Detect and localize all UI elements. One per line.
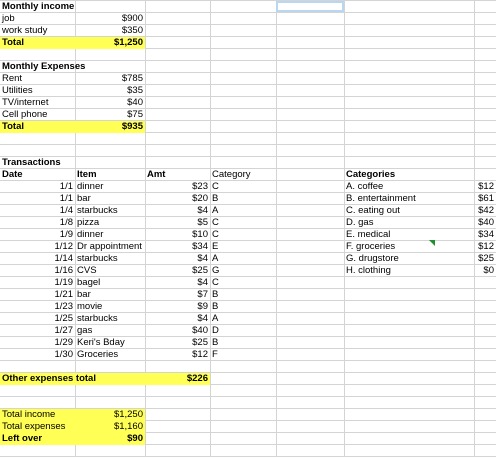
transaction-amount[interactable]: $20 bbox=[192, 193, 208, 204]
category-amount[interactable]: $34 bbox=[478, 229, 494, 240]
transaction-amount[interactable]: $4 bbox=[197, 313, 208, 324]
income-total-amount[interactable]: $1,250 bbox=[113, 37, 143, 48]
transaction-amount[interactable]: $25 bbox=[192, 265, 208, 276]
transaction-date[interactable]: 1/19 bbox=[54, 277, 73, 288]
transaction-date[interactable]: 1/29 bbox=[54, 337, 73, 348]
transaction-item[interactable]: CVS bbox=[77, 265, 97, 276]
transaction-date[interactable]: 1/16 bbox=[54, 265, 73, 276]
summary-total-expenses-label[interactable]: Total expenses bbox=[2, 421, 66, 432]
column-header-date[interactable]: Date bbox=[2, 169, 23, 180]
transaction-category[interactable]: C bbox=[212, 217, 219, 228]
transaction-amount[interactable]: $34 bbox=[192, 241, 208, 252]
category-amount[interactable]: $12 bbox=[478, 241, 494, 252]
transaction-date[interactable]: 1/21 bbox=[54, 289, 73, 300]
transaction-category[interactable]: B bbox=[212, 193, 219, 204]
category-name[interactable]: D. gas bbox=[346, 217, 374, 228]
transaction-item[interactable]: Keri's Bday bbox=[77, 337, 125, 348]
column-header-amt[interactable]: Amt bbox=[147, 169, 166, 180]
transaction-category[interactable]: G bbox=[212, 265, 220, 276]
category-name[interactable]: B. entertainment bbox=[346, 193, 416, 204]
transaction-item[interactable]: dinner bbox=[77, 229, 104, 240]
category-amount[interactable]: $40 bbox=[478, 217, 494, 228]
transaction-category[interactable]: D bbox=[212, 325, 219, 336]
income-total-label[interactable]: Total bbox=[2, 37, 24, 48]
transaction-item[interactable]: pizza bbox=[77, 217, 100, 228]
transaction-item[interactable]: Groceries bbox=[77, 349, 119, 360]
transaction-amount[interactable]: $10 bbox=[192, 229, 208, 240]
category-amount[interactable]: $25 bbox=[478, 253, 494, 264]
expense-label[interactable]: Utilities bbox=[2, 85, 33, 96]
transaction-amount[interactable]: $23 bbox=[192, 181, 208, 192]
transaction-date[interactable]: 1/27 bbox=[54, 325, 73, 336]
expense-amount[interactable]: $35 bbox=[127, 85, 143, 96]
category-name[interactable]: E. medical bbox=[346, 229, 391, 240]
transaction-item[interactable]: starbucks bbox=[77, 313, 118, 324]
transaction-category[interactable]: A bbox=[212, 313, 219, 324]
transaction-category[interactable]: C bbox=[212, 181, 219, 192]
category-name[interactable]: A. coffee bbox=[346, 181, 384, 192]
column-header-item[interactable]: Item bbox=[77, 169, 97, 180]
transaction-date[interactable]: 1/1 bbox=[59, 181, 73, 192]
transactions-header[interactable]: Transactions bbox=[2, 157, 61, 168]
transaction-date[interactable]: 1/12 bbox=[54, 241, 73, 252]
income-amount[interactable]: $900 bbox=[121, 13, 143, 24]
category-amount[interactable]: $12 bbox=[478, 181, 494, 192]
expense-amount[interactable]: $40 bbox=[127, 97, 143, 108]
transaction-item[interactable]: movie bbox=[77, 301, 103, 312]
summary-left-over-label[interactable]: Left over bbox=[2, 433, 43, 444]
income-header[interactable]: Monthly income bbox=[2, 1, 75, 12]
transaction-amount[interactable]: $25 bbox=[192, 337, 208, 348]
transaction-category[interactable]: E bbox=[212, 241, 219, 252]
summary-left-over[interactable]: $90 bbox=[127, 433, 143, 444]
expense-amount[interactable]: $75 bbox=[127, 109, 143, 120]
summary-total-expenses[interactable]: $1,160 bbox=[113, 421, 143, 432]
transaction-amount[interactable]: $4 bbox=[197, 253, 208, 264]
income-label[interactable]: job bbox=[2, 13, 15, 24]
transaction-date[interactable]: 1/23 bbox=[54, 301, 73, 312]
expenses-header[interactable]: Monthly Expenses bbox=[2, 61, 86, 72]
transaction-date[interactable]: 1/30 bbox=[54, 349, 73, 360]
transaction-category[interactable]: F bbox=[212, 349, 218, 360]
transaction-category[interactable]: A bbox=[212, 253, 219, 264]
transaction-date[interactable]: 1/8 bbox=[59, 217, 73, 228]
column-header-category[interactable]: Category bbox=[212, 169, 251, 180]
expenses-total-label[interactable]: Total bbox=[2, 121, 24, 132]
category-amount[interactable]: $61 bbox=[478, 193, 494, 204]
row-gridline bbox=[0, 144, 496, 145]
transaction-item[interactable]: starbucks bbox=[77, 253, 118, 264]
categories-header[interactable]: Categories bbox=[346, 169, 396, 180]
transaction-amount[interactable]: $4 bbox=[197, 205, 208, 216]
selected-cell[interactable] bbox=[276, 1, 344, 12]
transaction-category[interactable]: C bbox=[212, 277, 219, 288]
other-expenses-total-label[interactable]: Other expenses total bbox=[2, 373, 96, 384]
transaction-amount[interactable]: $9 bbox=[197, 301, 208, 312]
transaction-category[interactable]: B bbox=[212, 337, 219, 348]
expense-label[interactable]: Rent bbox=[2, 73, 23, 84]
other-expenses-total-amount[interactable]: $226 bbox=[186, 373, 208, 384]
expense-amount[interactable]: $785 bbox=[121, 73, 143, 84]
transaction-item[interactable]: bar bbox=[77, 289, 91, 300]
transaction-amount[interactable]: $12 bbox=[192, 349, 208, 360]
expenses-total-amount[interactable]: $935 bbox=[121, 121, 143, 132]
transaction-amount[interactable]: $5 bbox=[197, 217, 208, 228]
transaction-item[interactable]: dinner bbox=[77, 181, 104, 192]
transaction-date[interactable]: 1/1 bbox=[59, 193, 73, 204]
expense-label[interactable]: TV/internet bbox=[2, 97, 49, 108]
transaction-item[interactable]: bagel bbox=[77, 277, 101, 288]
transaction-amount[interactable]: $40 bbox=[192, 325, 208, 336]
transaction-date[interactable]: 1/4 bbox=[59, 205, 73, 216]
category-name[interactable]: C. eating out bbox=[346, 205, 400, 216]
transaction-amount[interactable]: $7 bbox=[197, 289, 208, 300]
transaction-item[interactable]: Dr appointment bbox=[77, 241, 142, 252]
transaction-category[interactable]: B bbox=[212, 301, 219, 312]
comment-marker-icon[interactable] bbox=[429, 240, 435, 246]
transaction-item[interactable]: gas bbox=[77, 325, 93, 336]
summary-total-income-label[interactable]: Total income bbox=[2, 409, 56, 420]
transaction-amount[interactable]: $4 bbox=[197, 277, 208, 288]
income-amount[interactable]: $350 bbox=[121, 25, 143, 36]
transaction-date[interactable]: 1/9 bbox=[59, 229, 73, 240]
transaction-category[interactable]: B bbox=[212, 289, 219, 300]
category-name[interactable]: F. groceries bbox=[346, 241, 396, 252]
transaction-date[interactable]: 1/25 bbox=[54, 313, 73, 324]
expense-label[interactable]: Cell phone bbox=[2, 109, 48, 120]
transaction-date[interactable]: 1/14 bbox=[54, 253, 73, 264]
income-label[interactable]: work study bbox=[2, 25, 48, 36]
transaction-category[interactable]: A bbox=[212, 205, 219, 216]
transaction-item[interactable]: bar bbox=[77, 193, 91, 204]
category-amount[interactable]: $42 bbox=[478, 205, 494, 216]
summary-total-income[interactable]: $1,250 bbox=[113, 409, 143, 420]
transaction-category[interactable]: C bbox=[212, 229, 219, 240]
category-amount[interactable]: $0 bbox=[483, 265, 494, 276]
transaction-item[interactable]: starbucks bbox=[77, 205, 118, 216]
row-gridline bbox=[0, 396, 496, 397]
category-name[interactable]: H. clothing bbox=[346, 265, 391, 276]
category-name[interactable]: G. drugstore bbox=[346, 253, 399, 264]
